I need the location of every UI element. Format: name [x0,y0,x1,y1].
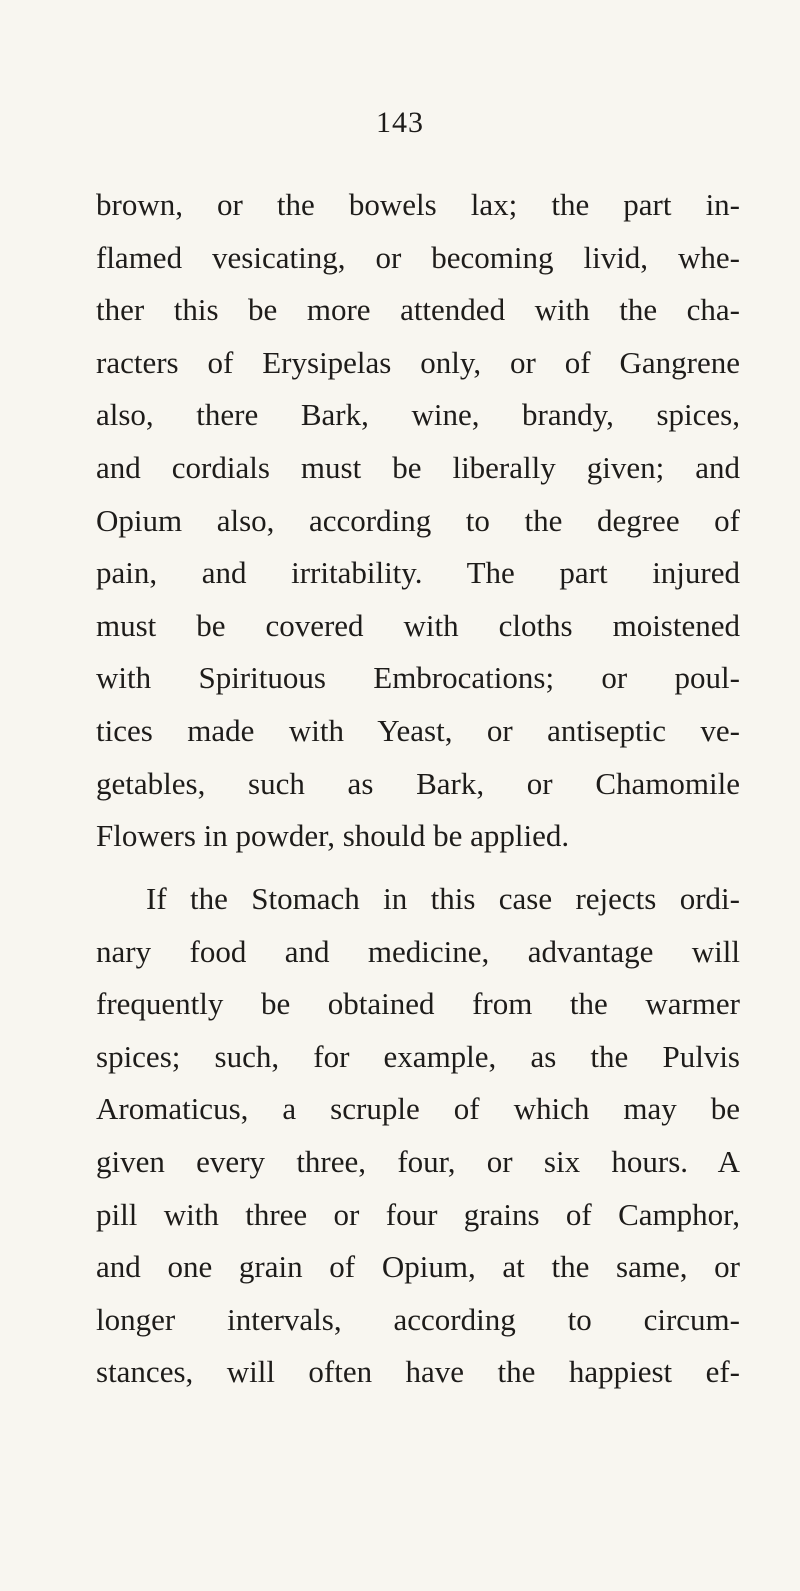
paragraph-2 [96,873,740,1399]
text-line: Aromaticus, a scruple of which may be [96,1091,740,1127]
text-line: must be covered with cloths moistened [96,607,740,643]
text-line: ther this be more attended with the cha- [96,292,740,328]
text-line: longer intervals, according to circum- [96,1301,740,1337]
text-line: If the Stomach in this case rejects ordi- [146,881,740,916]
text-line: with Spirituous Embrocations; or poul- [96,660,740,696]
text-line: and cordials must be liberally given; and [96,449,740,485]
text-line: also, there Bark, wine, brandy, spices, [96,397,740,433]
text-line: brown, or the bowels lax; the part in- [96,187,740,222]
text-line: Flowers in powder, should be applied. [96,818,570,854]
text-line: pain, and irritability. The part injured [96,555,740,591]
text-line: flamed vesicating, or becoming livid, whe- [96,239,740,275]
text-line: tices made with Yeast, or antiseptic ve- [96,712,740,748]
text-line: stances, will often have the happiest ef- [96,1354,740,1390]
text-line: Opium also, according to the degree of [96,502,740,538]
text-line: pill with three or four grains of Camphor, [96,1196,740,1232]
text-line: nary food and medicine, advantage will [96,933,740,969]
text-line: frequently be obtained from the warmer [96,986,740,1022]
paragraph-1 [96,179,740,863]
text-line: racters of Erysipelas only, or of Gangrene [96,344,740,380]
page-number: 143 [376,106,424,139]
text-line: getables, such as Bark, or Chamomile [96,765,740,801]
text-line: spices; such, for example, as the Pulvis [96,1038,740,1074]
text-line: and one grain of Opium, at the same, or [96,1249,740,1285]
text-line: given every three, four, or six hours. A [96,1143,740,1179]
